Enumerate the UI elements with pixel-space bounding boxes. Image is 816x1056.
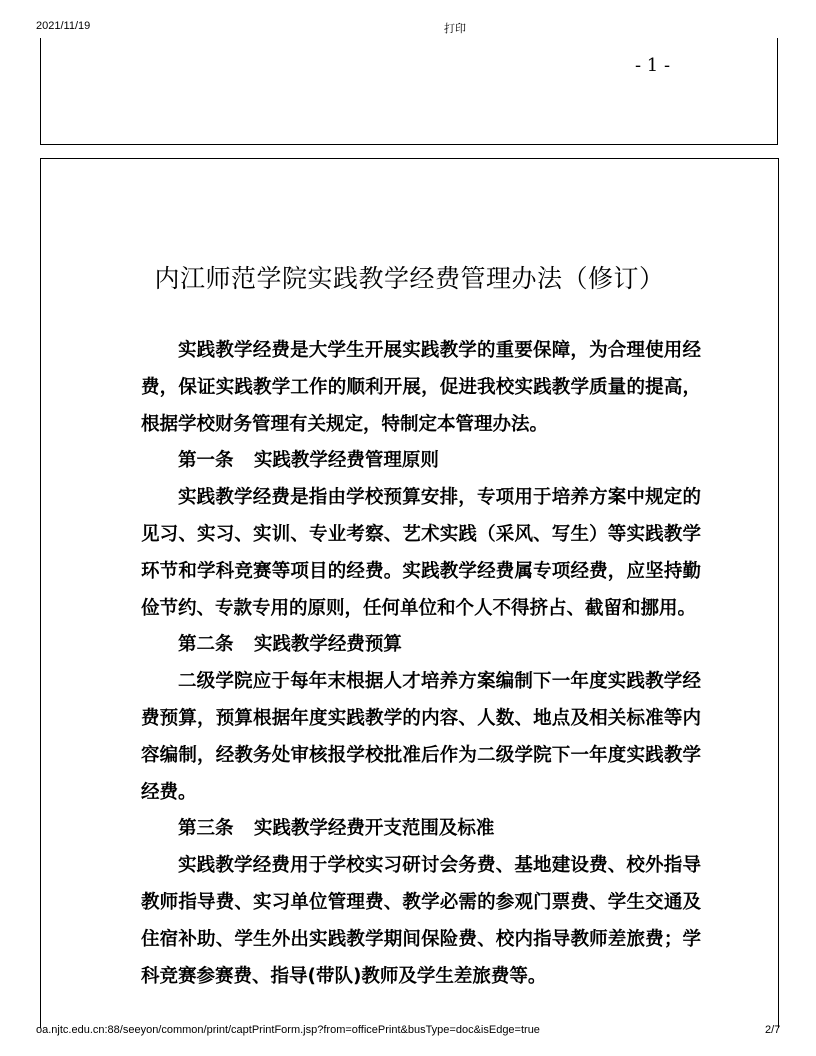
document-title: 内江师范学院实践教学经费管理办法（修订）: [154, 264, 665, 293]
print-date: 2021/11/19: [36, 20, 91, 32]
article-heading: [141, 443, 701, 480]
article-title: 实践教学经费开支范围及标准: [253, 818, 495, 840]
article-title: 实践教学经费管理原则: [253, 450, 439, 472]
print-page-indicator: 2/7: [765, 1024, 781, 1036]
document-body: [141, 333, 701, 995]
document-page-frame: [40, 158, 779, 1028]
article-title: 实践教学经费预算: [253, 634, 402, 656]
article-heading: [141, 811, 701, 848]
print-title: 打印: [444, 22, 466, 35]
article-heading: [141, 627, 701, 664]
article-number: 第三条: [178, 818, 234, 840]
article-number: 第二条: [178, 634, 234, 656]
print-url: oa.njtc.edu.cn:88/seeyon/common/print/captPrintForm.jsp?from=officePrint&busType=doc&isEdge=true: [36, 1024, 540, 1036]
page-number: - 1 -: [635, 55, 671, 76]
article-number: 第一条: [178, 450, 234, 472]
previous-page-frame: [40, 38, 778, 145]
intro-paragraph: 实践教学经费是大学生开展实践教学的重要保障，为合理使用经费，保证实践教学工作的顺利开展，促进我校实践教学质量的提高，根据学校财务管理有关规定，特制定本管理办法。: [141, 340, 701, 435]
article-paragraph: 二级学院应于每年末根据人才培养方案编制下一年度实践教学经费预算，预算根据年度实践教学的内容、人数、地点及相关标准等内容编制，经教务处审核报学校批准后作为二级学院下一年度实践教学经费。: [141, 671, 701, 803]
article-paragraph: 实践教学经费用于学校实习研讨会务费、基地建设费、校外指导教师指导费、实习单位管理费、教学必需的参观门票费、学生交通及住宿补助、学生外出实践教学期间保险费、校内指导教师差旅费；学科竞赛参赛费、指导(带队)教师及学生差旅费等。: [141, 855, 701, 987]
article-paragraph: 实践教学经费是指由学校预算安排，专项用于培养方案中规定的见习、实习、实训、专业考察、艺术实践（采风、写生）等实践教学环节和学科竞赛等项目的经费。实践教学经费属专项经费，应坚持勤俭节约、专款专用的原则，任何单位和个人不得挤占、截留和挪用。: [141, 487, 701, 619]
